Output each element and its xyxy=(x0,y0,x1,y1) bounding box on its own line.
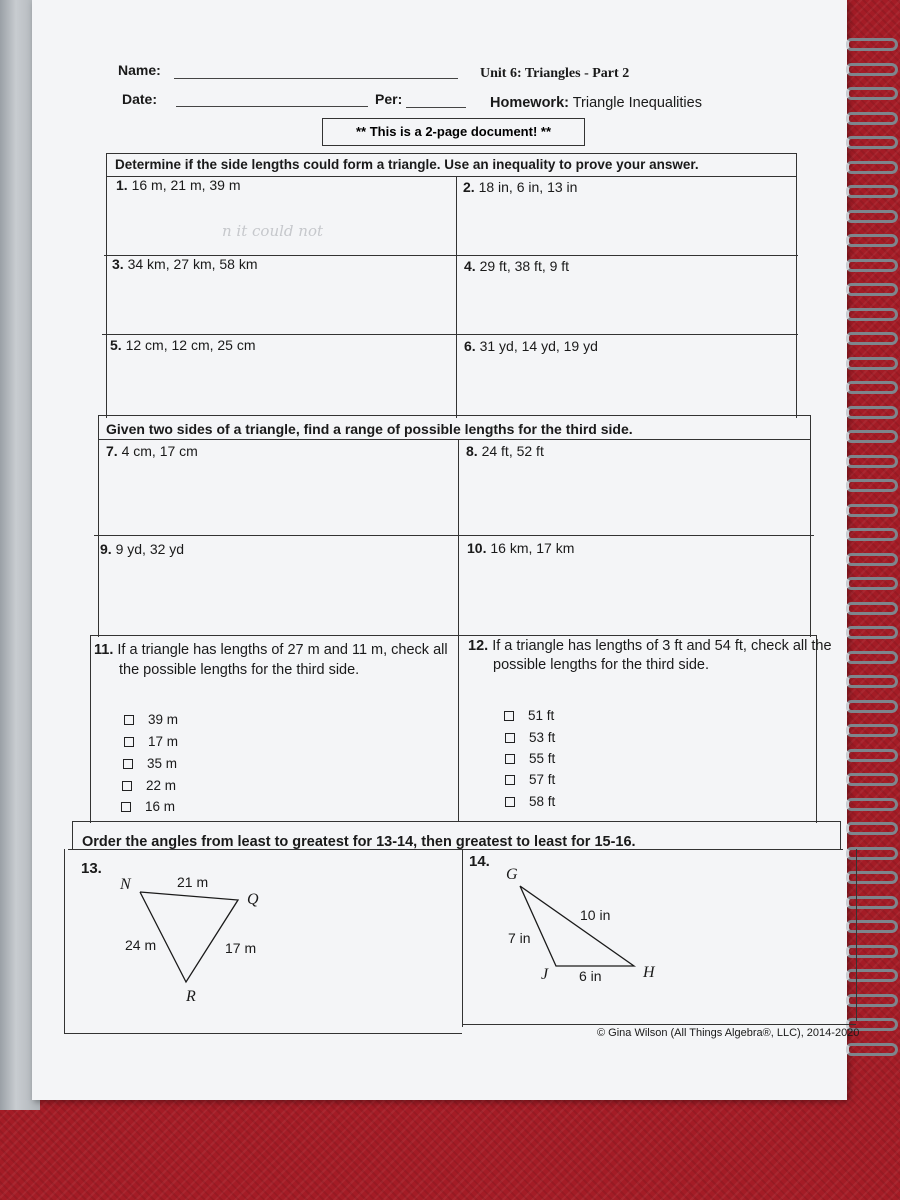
period-field[interactable] xyxy=(406,107,466,108)
side-nq-label: 21 m xyxy=(177,874,209,890)
option-11-c[interactable]: 35 m xyxy=(123,756,177,771)
period-label: Per: xyxy=(375,91,403,107)
binding-ring xyxy=(846,63,898,76)
binding-ring xyxy=(846,357,898,370)
binding-ring xyxy=(846,871,898,884)
binding-ring xyxy=(846,504,898,517)
binding-ring xyxy=(846,798,898,811)
section2-top-border xyxy=(98,415,810,416)
binding-ring xyxy=(846,210,898,223)
vertex-r: R xyxy=(186,988,196,1005)
section3-top-border xyxy=(90,635,816,636)
binding-ring xyxy=(846,822,898,835)
binding-ring xyxy=(846,528,898,541)
handwritten-answer: n it could not xyxy=(222,222,324,240)
binding-ring xyxy=(846,479,898,492)
triangle-gjh-sides xyxy=(520,886,634,966)
section1-right-border xyxy=(796,153,797,418)
section1-column-divider xyxy=(456,176,457,418)
section1-left-border xyxy=(106,153,107,418)
side-nr-label: 24 m xyxy=(125,937,157,953)
section1-row2-divider xyxy=(102,334,798,335)
section3-left-border xyxy=(90,635,91,823)
binding-ring xyxy=(846,847,898,860)
section4-header-divider xyxy=(68,849,843,850)
checkbox-icon[interactable] xyxy=(124,737,134,747)
problem-14-number: 14. xyxy=(469,853,490,870)
option-12-e[interactable]: 58 ft xyxy=(505,794,555,809)
option-12-d[interactable]: 57 ft xyxy=(505,772,555,787)
binding-ring xyxy=(846,1043,898,1056)
section2-column-divider xyxy=(458,439,459,821)
problem-8: 8. 24 ft, 52 ft xyxy=(466,443,544,459)
section4-right-border xyxy=(856,849,857,1021)
section4-instruction: Order the angles from least to greatest for 13-14, then greatest to least for 15-16. xyxy=(82,834,636,850)
vertex-q: Q xyxy=(247,891,259,908)
side-jh-label: 6 in xyxy=(579,968,602,984)
section1-instruction: Determine if the side lengths could form a triangle. Use an inequality to prove your answer. xyxy=(115,157,699,172)
section4-right-header-border xyxy=(840,821,841,849)
problem-5: 5. 12 cm, 12 cm, 25 cm xyxy=(110,337,256,353)
triangle-gjh xyxy=(500,870,660,980)
side-gh-label: 10 in xyxy=(580,907,611,923)
section4-top-border xyxy=(72,821,840,822)
binding-ring xyxy=(846,626,898,639)
checkbox-icon[interactable] xyxy=(504,711,514,721)
binding-ring xyxy=(846,896,898,909)
problem-9: 9. 9 yd, 32 yd xyxy=(100,541,185,557)
checkbox-icon[interactable] xyxy=(505,797,515,807)
option-11-b[interactable]: 17 m xyxy=(124,734,178,749)
section1-top-border xyxy=(106,153,796,154)
option-11-d[interactable]: 22 m xyxy=(122,778,176,793)
vertex-h: H xyxy=(643,964,655,981)
binding-ring xyxy=(846,455,898,468)
option-11-e[interactable]: 16 m xyxy=(121,799,175,814)
binding-ring xyxy=(846,234,898,247)
section2-right-border xyxy=(810,415,811,637)
date-field[interactable] xyxy=(176,106,368,107)
name-label: Name: xyxy=(118,62,161,78)
binding-ring xyxy=(846,969,898,982)
problem-10: 10. 16 km, 17 km xyxy=(467,540,575,556)
checkbox-icon[interactable] xyxy=(122,781,132,791)
section2-instruction: Given two sides of a triangle, find a range of possible lengths for the third side. xyxy=(106,421,633,437)
option-12-a[interactable]: 51 ft xyxy=(504,708,554,723)
spiral-binding xyxy=(842,38,900,1058)
binding-ring xyxy=(846,724,898,737)
copyright: © Gina Wilson (All Things Algebra®, LLC), 2014-2020 xyxy=(597,1027,860,1039)
binding-ring xyxy=(846,161,898,174)
checkbox-icon[interactable] xyxy=(123,759,133,769)
section2-header-divider xyxy=(98,439,810,440)
binding-ring xyxy=(846,994,898,1007)
section4-left-header-border xyxy=(72,821,73,849)
checkbox-icon[interactable] xyxy=(505,775,515,785)
binding-ring xyxy=(846,773,898,786)
section2-left-border xyxy=(98,415,99,637)
checkbox-icon[interactable] xyxy=(505,733,515,743)
binding-ring xyxy=(846,136,898,149)
problem-6: 6. 31 yd, 14 yd, 19 yd xyxy=(464,338,598,354)
checkbox-icon[interactable] xyxy=(121,802,131,812)
binding-ring xyxy=(846,259,898,272)
binding-ring xyxy=(846,553,898,566)
side-qr-label: 17 m xyxy=(225,940,257,956)
binding-ring xyxy=(846,602,898,615)
binding-ring xyxy=(846,283,898,296)
vertex-g: G xyxy=(506,866,518,883)
section4-bottom-right-border xyxy=(462,1024,856,1025)
binding-ring xyxy=(846,920,898,933)
checkbox-icon[interactable] xyxy=(124,715,134,725)
binding-ring xyxy=(846,185,898,198)
page-count-note: ** This is a 2-page document! ** xyxy=(322,118,585,146)
checkbox-icon[interactable] xyxy=(505,754,515,764)
problem-13-number: 13. xyxy=(81,860,102,877)
binding-ring xyxy=(846,430,898,443)
binding-ring xyxy=(846,675,898,688)
binding-ring xyxy=(846,381,898,394)
section2-row-divider xyxy=(94,535,814,536)
problem-12: 12. If a triangle has lengths of 3 ft and 54 ft, check all the possible lengths for the third side. xyxy=(468,638,832,673)
problem-3: 3. 34 km, 27 km, 58 km xyxy=(112,256,258,272)
problem-2: 2. 18 in, 6 in, 13 in xyxy=(463,179,578,195)
homework-title: Homework: Triangle Inequalities xyxy=(490,95,702,111)
binding-ring xyxy=(846,749,898,762)
binding-ring xyxy=(846,308,898,321)
problem-4: 4. 29 ft, 38 ft, 9 ft xyxy=(464,258,570,274)
name-field[interactable] xyxy=(174,78,458,79)
binding-ring xyxy=(846,577,898,590)
section4-column-divider xyxy=(462,849,463,1027)
section4-left-border xyxy=(64,849,65,1033)
binding-ring xyxy=(846,38,898,51)
binding-ring xyxy=(846,112,898,125)
option-12-b[interactable]: 53 ft xyxy=(505,730,555,745)
vertex-j: J xyxy=(541,966,549,983)
binding-ring xyxy=(846,332,898,345)
vertex-n: N xyxy=(120,876,131,893)
binding-ring xyxy=(846,700,898,713)
side-gj-label: 7 in xyxy=(508,930,531,946)
binding-ring xyxy=(846,87,898,100)
section4-bottom-left-border xyxy=(64,1033,462,1034)
date-label: Date: xyxy=(122,91,158,107)
binding-ring xyxy=(846,945,898,958)
problem-7: 7. 4 cm, 17 cm xyxy=(106,443,198,459)
problem-1: 1. 16 m, 21 m, 39 m xyxy=(116,177,241,193)
option-11-a[interactable]: 39 m xyxy=(124,712,178,727)
binding-ring xyxy=(846,406,898,419)
option-12-c[interactable]: 55 ft xyxy=(505,751,555,766)
binding-ring xyxy=(846,651,898,664)
problem-11: 11. If a triangle has lengths of 27 m and 11 m, check all the possible lengths for the third side. xyxy=(94,642,448,678)
unit-title: Unit 6: Triangles - Part 2 xyxy=(480,66,630,81)
